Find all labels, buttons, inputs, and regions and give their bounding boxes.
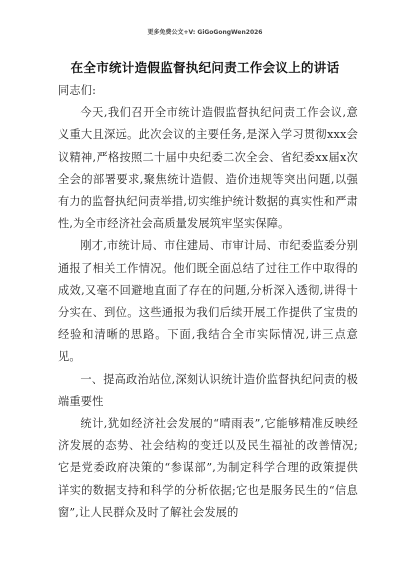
paragraph-reports: 刚才,市统计局、市住建局、市审计局、市纪委监委分别通报了相关工作情况。他们既全面总结了过往工作中取得的成效,又毫不回避地直面了存在的问题,分析深入透彻,讲得十分实在、到位。这些通报为我们后续开展工作提供了宝贵的经验和清晰的思路。下面,我结合全市实际情况,讲三点意见。 <box>58 239 358 364</box>
document-body <box>58 80 358 524</box>
section-heading-one: 一、提高政治站位,深刻认识统计造价监督执纪问责的极端重要性 <box>58 372 358 408</box>
salutation: 同志们: <box>58 84 97 97</box>
document-title: 在全市统计造假监督执纪问责工作会议上的讲话 <box>70 60 340 75</box>
paragraph-statistics: 统计,犹如经济社会发展的“晴雨表”,它能够精准反映经济发展的态势、社会结构的变迁以及民生福祉的改善情况;它是党委政府决策的“参谋部”,为制定科学合理的政策提供详实的数据支持和科学的分析依据;它也是服务民生的“信息窗”,让人民群众及时了解社会发展的 <box>58 417 358 519</box>
header-watermark: 更多免费公文+V: GiGoGongWen2026 <box>147 29 263 36</box>
paragraph-opening: 今天,我们召开全市统计造假监督执纪问责工作会议,意义重大且深远。此次会议的主要任务,是深入学习贯彻xxx会议精神,严格按照二十届中央纪委二次全会、省纪委xx届x次全会的部署要求,聚焦统计造假、造价违规等突出问题,以强有力的监督执纪问责举措,切实维护统计数据的真实性和严肃性,为全市经济社会高质量发展筑牢坚实保障。 <box>58 106 358 231</box>
